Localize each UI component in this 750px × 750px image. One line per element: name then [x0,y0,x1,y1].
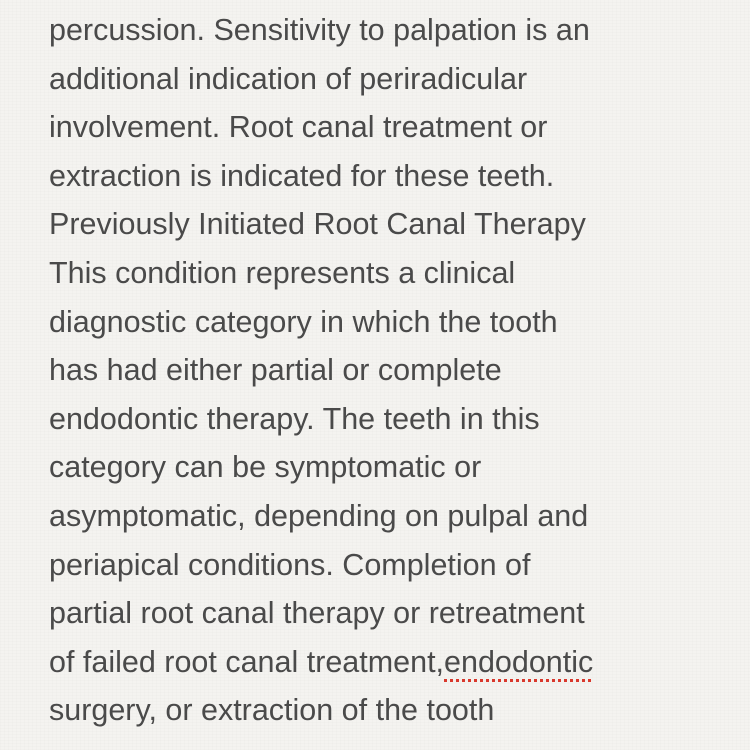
note-line: has had either partial or complete [49,353,502,388]
note-line: extraction is indicated for these teeth. [49,158,555,193]
note-line: Previously Initiated Root Canal Therapy [49,207,586,242]
note-line: partial root canal therapy or retreatment [49,596,585,631]
note-line: This condition represents a clinical [49,255,516,290]
note-line: diagnostic category in which the tooth [49,304,558,339]
note-line-text: of failed root canal treatment, [49,644,445,679]
note-line: category can be symptomatic or [49,450,482,485]
note-line: percussion. Sensitivity to palpation is an [49,13,590,47]
note-line: involvement. Root canal treatment or [49,110,548,145]
note-line: additional indication of periradicular [49,61,528,96]
note-line [49,638,739,687]
misspelled-word[interactable]: endodontic [444,644,594,679]
note-line: endodontic therapy. The teeth in this [49,401,540,436]
note-line: periapical conditions. Completion of [49,547,531,582]
note-body[interactable] [49,6,739,735]
note-line: asymptomatic, depending on pulpal and [49,498,589,533]
note-line: surgery, or extraction of the tooth [49,693,495,728]
